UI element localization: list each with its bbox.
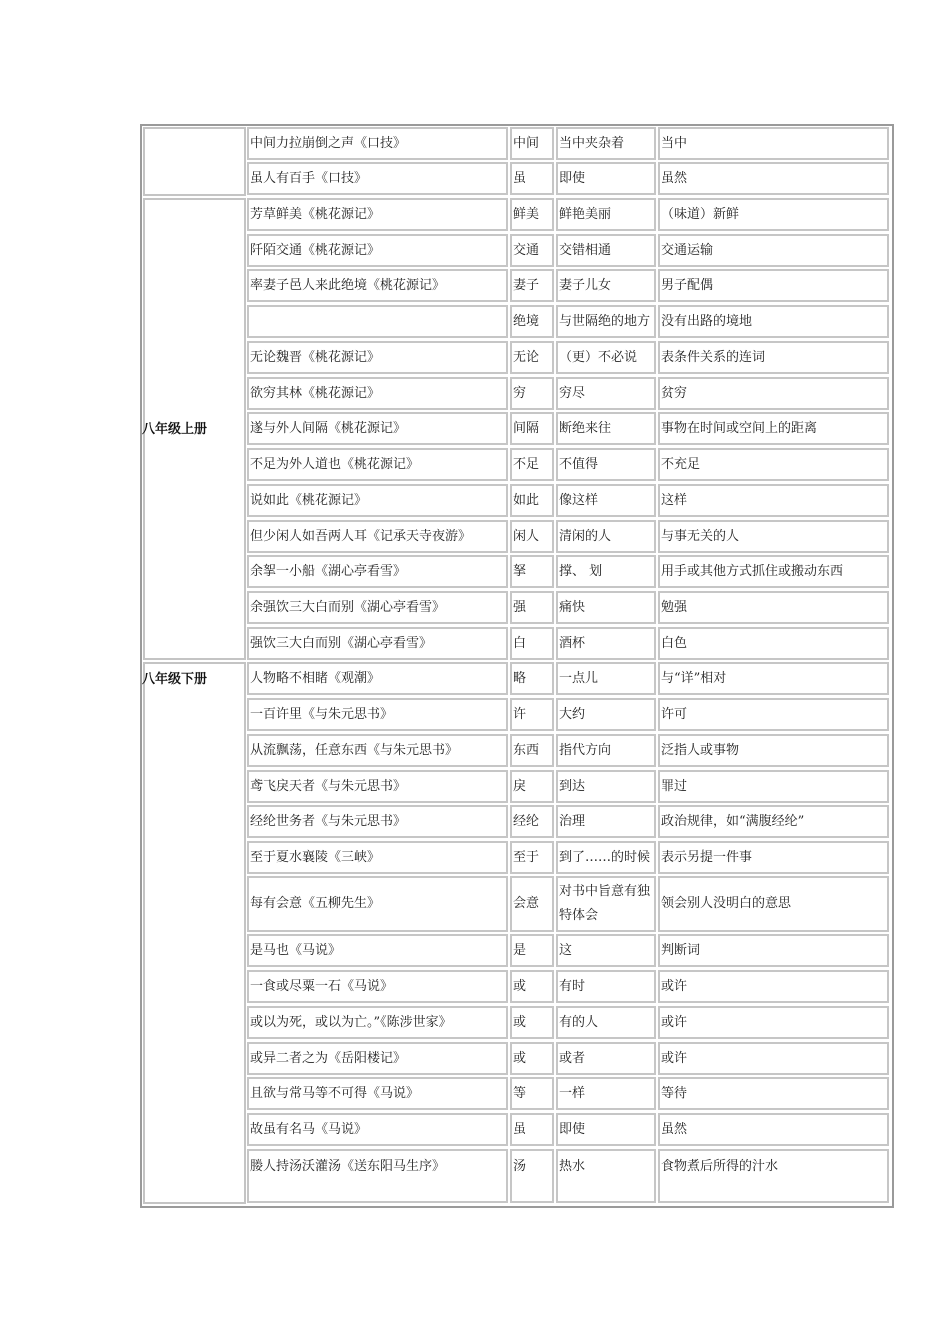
meaning-now-cell: 虽然 [658,162,889,195]
example-cell: 遂与外人间隔《桃花源记》 [247,412,508,445]
meaning-now-cell: 或许 [658,970,889,1003]
example-cell: 是马也《马说》 [247,934,508,967]
grade-group-cell [143,662,246,1204]
meaning-then-cell: 热水 [556,1149,656,1203]
example-cell: 虽人有百手《口技》 [247,162,508,195]
meaning-then-cell: 有时 [556,970,656,1003]
word-cell: 绝境 [510,305,554,338]
word-cell: 或 [510,1042,554,1075]
meaning-now-cell: 勉强 [658,591,889,624]
grade-label: 八年级下册 [142,672,208,687]
meaning-then-cell: 大约 [556,698,656,731]
meaning-then-cell: 这 [556,934,656,967]
example-cell: 经纶世务者《与朱元思书》 [247,805,508,838]
word-cell: 或 [510,970,554,1003]
meaning-then-cell: 即使 [556,162,656,195]
meaning-now-cell: 罪过 [658,770,889,803]
meaning-then-cell: 穷尽 [556,377,656,410]
meaning-then-cell: 治理 [556,805,656,838]
example-cell: 一百许里《与朱元思书》 [247,698,508,731]
example-cell: 但少闲人如吾两人耳《记承天寺夜游》 [247,520,508,553]
meaning-now-cell: （味道）新鲜 [658,198,889,231]
word-cell: 如此 [510,484,554,517]
meaning-then-cell: 与世隔绝的地方 [556,305,656,338]
example-cell: 无论魏晋《桃花源记》 [247,341,508,374]
example-cell: 且欲与常马等不可得《马说》 [247,1077,508,1110]
meaning-now-cell: 与事无关的人 [658,520,889,553]
meaning-now-cell: 白色 [658,627,889,660]
meaning-now-cell: 不充足 [658,448,889,481]
word-cell: 或 [510,1006,554,1039]
example-cell: 余强饮三大白而别《湖心亭看雪》 [247,591,508,624]
example-cell: 强饮三大白而别《湖心亭看雪》 [247,627,508,660]
example-cell: 或异二者之为《岳阳楼记》 [247,1042,508,1075]
meaning-now-cell: 等待 [658,1077,889,1110]
meaning-now-cell: 这样 [658,484,889,517]
word-cell: 无论 [510,341,554,374]
meaning-now-cell: 判断词 [658,934,889,967]
example-cell: 一食或尽粟一石《马说》 [247,970,508,1003]
meaning-then-cell: 到了……的时候 [556,841,656,874]
meaning-now-cell: 交通运输 [658,234,889,267]
word-cell: 等 [510,1077,554,1110]
meaning-now-cell: 事物在时间或空间上的距离 [658,412,889,445]
word-cell: 交通 [510,234,554,267]
meaning-then-cell: 妻子儿女 [556,269,656,302]
meaning-then-cell: 当中夹杂着 [556,127,656,160]
meaning-now-cell: 食物煮后所得的汁水 [658,1149,889,1203]
meaning-now-cell: 贫穷 [658,377,889,410]
example-cell: 故虽有名马《马说》 [247,1113,508,1146]
word-cell: 会意 [510,876,554,932]
example-cell: 余挐一小船《湖心亭看雪》 [247,555,508,588]
meaning-now-cell: 没有出路的境地 [658,305,889,338]
meaning-now-cell: 政治规律，如“满腹经纶” [658,805,889,838]
example-cell: 媵人持汤沃灌汤《送东阳马生序》 [247,1149,508,1203]
example-cell: 率妻子邑人来此绝境《桃花源记》 [247,269,508,302]
meaning-now-cell: 表条件关系的连词 [658,341,889,374]
meaning-then-cell: 对书中旨意有独特体会 [556,876,656,932]
grade-group-cell [143,127,246,196]
meaning-then-cell: 或者 [556,1042,656,1075]
meaning-now-cell: 用手或其他方式抓住或搬动东西 [658,555,889,588]
example-cell: 鸢飞戾天者《与朱元思书》 [247,770,508,803]
meaning-then-cell: 一样 [556,1077,656,1110]
meaning-now-cell: 领会别人没明白的意思 [658,876,889,932]
word-cell: 戾 [510,770,554,803]
example-cell: 中间力拉崩倒之声《口技》 [247,127,508,160]
example-cell: 说如此《桃花源记》 [247,484,508,517]
meaning-then-cell: 指代方向 [556,734,656,767]
meaning-then-cell: （更）不必说 [556,341,656,374]
word-cell: 是 [510,934,554,967]
word-cell: 妻子 [510,269,554,302]
meaning-then-cell: 鲜艳美丽 [556,198,656,231]
word-cell: 不足 [510,448,554,481]
word-cell: 东西 [510,734,554,767]
word-cell: 强 [510,591,554,624]
meaning-now-cell: 虽然 [658,1113,889,1146]
meaning-now-cell: 泛指人或事物 [658,734,889,767]
word-cell: 中间 [510,127,554,160]
meaning-now-cell: 与“详”相对 [658,662,889,695]
word-cell: 穷 [510,377,554,410]
meaning-then-cell: 不值得 [556,448,656,481]
meaning-then-cell: 像这样 [556,484,656,517]
example-cell: 或以为死，或以为亡。”《陈涉世家》 [247,1006,508,1039]
meaning-then-cell: 痛快 [556,591,656,624]
word-cell: 至于 [510,841,554,874]
meaning-then-cell: 即使 [556,1113,656,1146]
example-cell: 欲穷其林《桃花源记》 [247,377,508,410]
meaning-now-cell: 表示另提一件事 [658,841,889,874]
meaning-now-cell: 或许 [658,1006,889,1039]
meaning-then-cell: 到达 [556,770,656,803]
example-cell: 阡陌交通《桃花源记》 [247,234,508,267]
word-cell: 间隔 [510,412,554,445]
word-cell: 经纶 [510,805,554,838]
meaning-now-cell: 或许 [658,1042,889,1075]
meaning-now-cell: 当中 [658,127,889,160]
word-cell: 许 [510,698,554,731]
meaning-then-cell: 清闲的人 [556,520,656,553]
word-cell: 闲人 [510,520,554,553]
example-cell: 不足为外人道也《桃花源记》 [247,448,508,481]
word-cell: 鲜美 [510,198,554,231]
grade-label: 八年级上册 [142,422,208,437]
word-cell: 虽 [510,1113,554,1146]
meaning-then-cell: 撑、 划 [556,555,656,588]
meaning-now-cell: 许可 [658,698,889,731]
example-cell: 人物略不相睹《观潮》 [247,662,508,695]
meaning-now-cell: 男子配偶 [658,269,889,302]
example-cell [247,305,508,338]
example-cell: 至于夏水襄陵《三峡》 [247,841,508,874]
word-cell: 拏 [510,555,554,588]
meaning-then-cell: 酒杯 [556,627,656,660]
meaning-then-cell: 有的人 [556,1006,656,1039]
meaning-then-cell: 交错相通 [556,234,656,267]
word-cell: 白 [510,627,554,660]
example-cell: 从流飘荡，任意东西《与朱元思书》 [247,734,508,767]
example-cell: 每有会意《五柳先生》 [247,876,508,932]
meaning-then-cell: 一点儿 [556,662,656,695]
word-cell: 汤 [510,1149,554,1203]
meaning-then-cell: 断绝来往 [556,412,656,445]
example-cell: 芳草鲜美《桃花源记》 [247,198,508,231]
word-cell: 虽 [510,162,554,195]
word-cell: 略 [510,662,554,695]
